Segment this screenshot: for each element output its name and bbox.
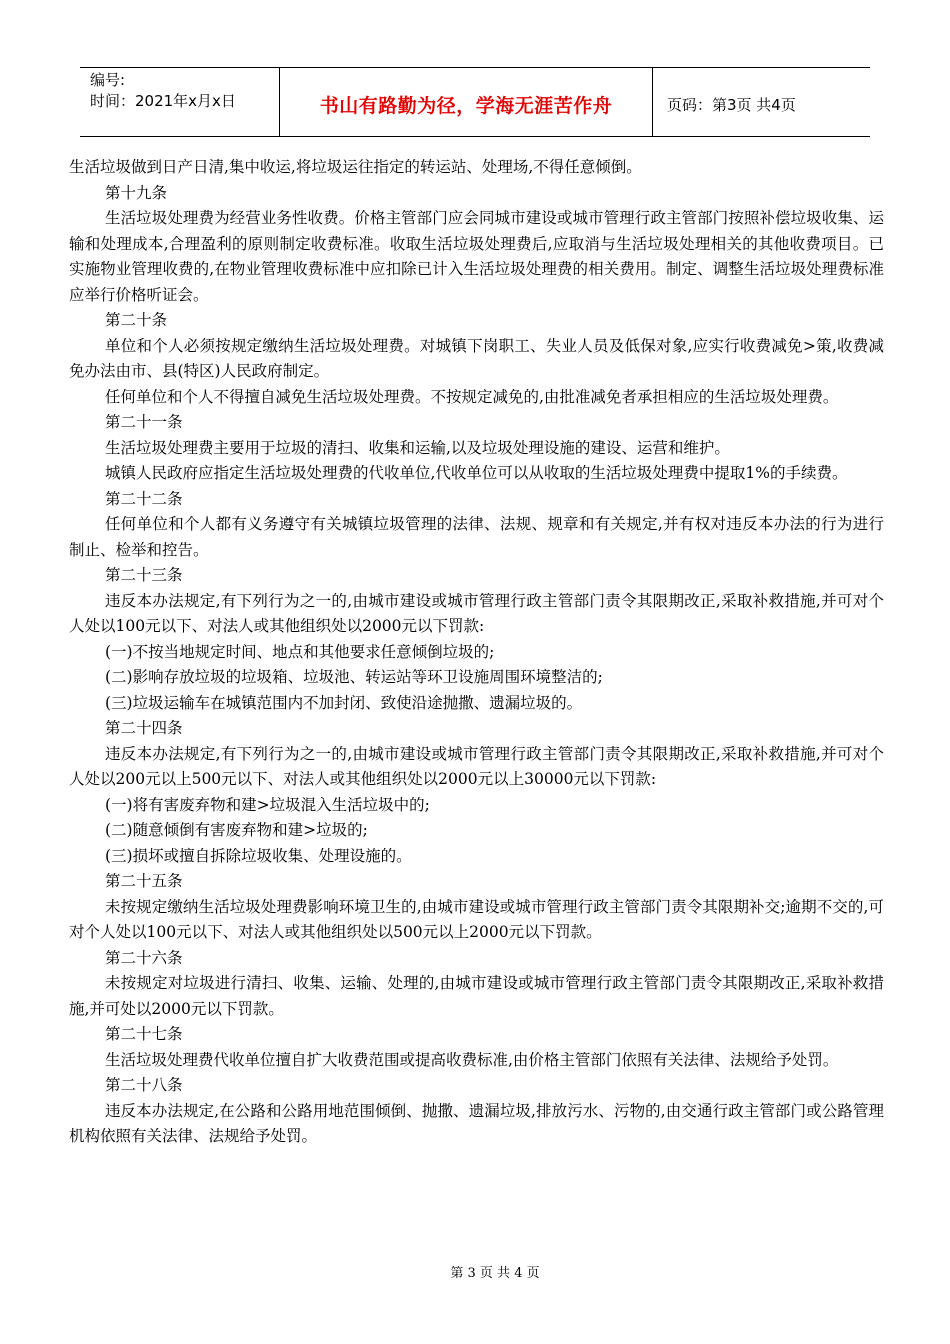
article-heading: 第二十三条 xyxy=(105,566,183,584)
article-heading: 第二十五条 xyxy=(105,872,183,890)
document-date: 时间：2021年x月x日 xyxy=(90,92,236,110)
body-paragraph: (三)垃圾运输车在城镇范围内不加封闭、致使沿途抛撒、遗漏垃圾的。 xyxy=(105,693,583,712)
body-paragraph: 城镇人民政府应指定生活垃圾处理费的代收单位,代收单位可以从收取的生活垃圾处理费中提取1%的手续费。 xyxy=(105,464,848,482)
page-header xyxy=(80,67,870,137)
body-paragraph: 违反本办法规定,有下列行为之一的,由城市建设或城市管理行政主管部门责令其限期改正,采取补救措施,并可对个人处以100元以下、对法人或其他组织处以2000元以下罚款: xyxy=(69,591,884,635)
page-footer: 第 3 页 共 4 页 xyxy=(450,1266,540,1281)
body-paragraph: 生活垃圾处理费为经营业务性收费。价格主管部门应会同城市建设或城市管理行政主管部门按照补偿垃圾收集、运输和处理成本,合理盈利的原则制定收费标准。收取生活垃圾处理费后,应取消与生活垃圾处理相关的其他收费项目。已实施物业管理收费的,在物业管理收费标准中应扣除已计入生活垃圾处理费的相关费用。制定、调整生活垃圾处理费标准应举行价格听证会。 xyxy=(69,209,884,304)
document-number-label: 编号: xyxy=(90,71,126,89)
body-paragraph: 违反本办法规定,在公路和公路用地范围倾倒、抛撒、遗漏垃圾,排放污水、污物的,由交通行政主管部门或公路管理机构依照有关法律、法规给予处罚。 xyxy=(69,1101,884,1145)
body-paragraph: 单位和个人必须按规定缴纳生活垃圾处理费。对城镇下岗职工、失业人员及低保对象,应实行收费减免>策,收费减免办法由市、县(特区)人民政府制定。 xyxy=(69,336,884,380)
body-paragraph: (一)不按当地规定时间、地点和其他要求任意倾倒垃圾的; xyxy=(105,642,495,661)
body-paragraph: 任何单位和个人都有义务遵守有关城镇垃圾管理的法律、法规、规章和有关规定,并有权对违反本办法的行为进行制止、检举和控告。 xyxy=(69,515,884,559)
article-heading: 第二十八条 xyxy=(105,1076,183,1094)
body-paragraph: 生活垃圾处理费主要用于垃圾的清扫、收集和运输,以及垃圾处理设施的建设、运营和维护。 xyxy=(105,438,730,457)
body-paragraph: (三)损坏或擅自拆除垃圾收集、处理设施的。 xyxy=(105,846,412,865)
document-body xyxy=(69,155,884,1150)
body-paragraph: 未按规定缴纳生活垃圾处理费影响环境卫生的,由城市建设或城市管理行政主管部门责令其限期补交;逾期不交的,可对个人处以100元以下、对法人或其他组织处以500元以上2000元以下罚款。 xyxy=(69,897,884,941)
body-paragraph: 任何单位和个人不得擅自减免生活垃圾处理费。不按规定减免的,由批准减免者承担相应的生活垃圾处理费。 xyxy=(105,387,839,406)
article-heading: 第二十二条 xyxy=(105,489,183,508)
body-paragraph: (二)随意倾倒有害废弃物和建>垃圾的; xyxy=(105,821,368,839)
header-meta xyxy=(80,68,280,136)
body-paragraph: 生活垃圾做到日产日清,集中收运,将垃圾运往指定的转运站、处理场,不得任意倾倒。 xyxy=(69,158,642,176)
body-paragraph: (二)影响存放垃圾的垃圾箱、垃圾池、转运站等环卫设施周围环境整洁的; xyxy=(105,668,603,686)
body-paragraph: (一)将有害废弃物和建>垃圾混入生活垃圾中的; xyxy=(105,795,430,814)
header-motto: 书山有路勤为径，学海无涯苦作舟 xyxy=(280,68,653,136)
article-heading: 第二十七条 xyxy=(105,1025,183,1043)
body-paragraph: 未按规定对垃圾进行清扫、收集、运输、处理的,由城市建设或城市管理行政主管部门责令其限期改正,采取补救措施,并可处以2000元以下罚款。 xyxy=(69,974,884,1018)
body-paragraph: 违反本办法规定,有下列行为之一的,由城市建设或城市管理行政主管部门责令其限期改正,采取补救措施,并可对个人处以200元以上500元以下、对法人或其他组织处以2000元以上30000元以下罚款: xyxy=(69,744,884,788)
article-heading: 第二十六条 xyxy=(105,948,183,967)
article-heading: 第二十一条 xyxy=(105,413,183,431)
article-heading: 第十九条 xyxy=(105,183,168,202)
article-heading: 第二十条 xyxy=(105,311,168,329)
article-heading: 第二十四条 xyxy=(105,719,183,737)
header-page-info: 页码：第3页 共4页 xyxy=(667,95,796,114)
body-paragraph: 生活垃圾处理费代收单位擅自扩大收费范围或提高收费标准,由价格主管部门依照有关法律、法规给予处罚。 xyxy=(105,1050,839,1069)
